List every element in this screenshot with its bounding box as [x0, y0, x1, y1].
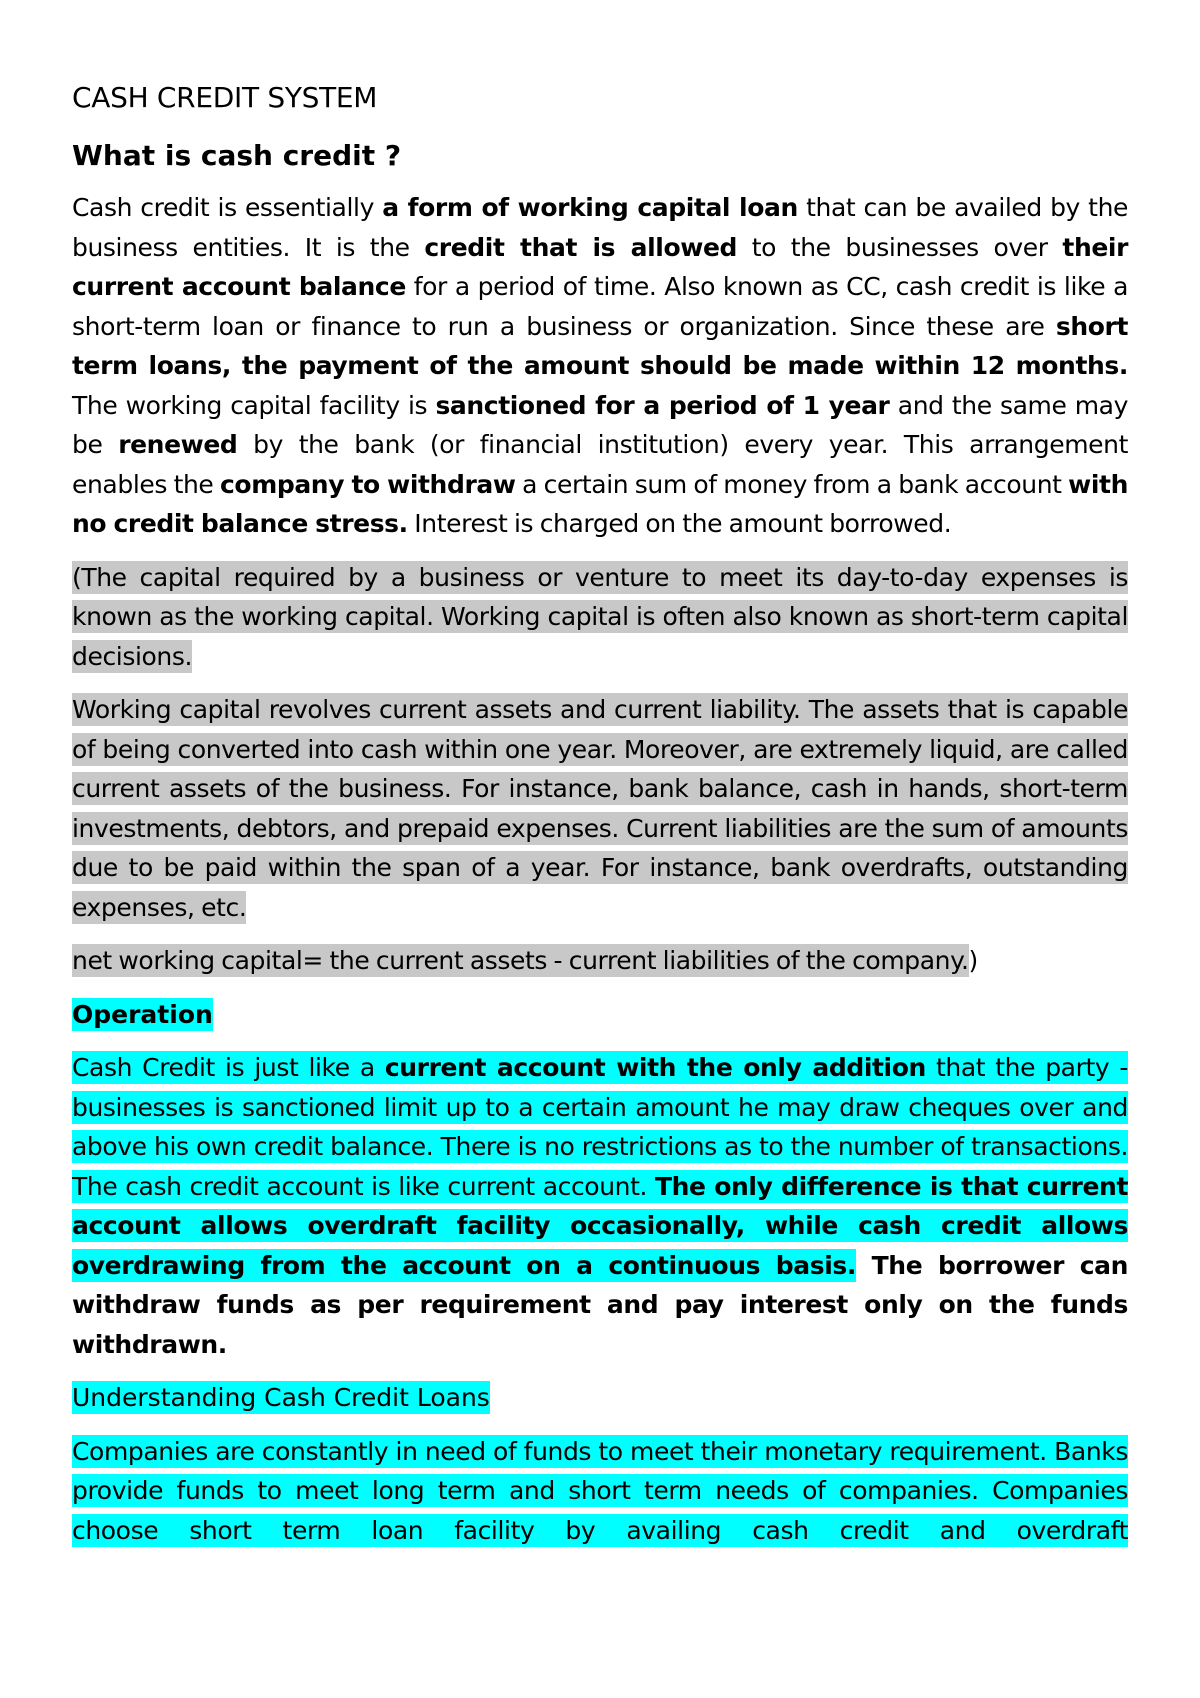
text-run: by the bank (or financial institution) every year. This arrangement enables the [72, 430, 1128, 499]
text-run: a certain sum of money from a bank account [515, 469, 1069, 499]
section-heading-operation [72, 995, 1128, 1035]
bold-highlighted-text: The only difference is that current account allows overdraft facility occasionally, while cash credit allows overdrawing from the account on a continuous basis. [72, 1171, 1128, 1280]
bold-run: company to withdraw [220, 469, 516, 499]
section-heading-what-is-cash-credit: What is cash credit ? [72, 139, 402, 172]
bold-run: The borrower can withdraw funds as per requirement and pay interest only on the funds withdrawn. [72, 1250, 1128, 1359]
bold-run: renewed [118, 430, 238, 459]
highlighted-text: Working capital revolves current assets and current liability. The assets that is capable of being converted into cash within one year. Moreover, are extremely liquid, are called current assets of the business. For instance, bank balance, cash in hands, short-term investments, debtors, and prepaid expenses. Current liabilities are the sum of amounts due to be paid within the span of a year. For instance, bank overdrafts, outstanding expenses, etc. [72, 695, 1128, 922]
bold-run: short term loans, the payment of the amount should be made within 12 months. [72, 311, 1128, 380]
bold-run: with no credit balance stress. [72, 469, 1128, 538]
highlighted-text: Understanding Cash Credit Loans [72, 1383, 490, 1412]
highlighted-text: that the party - businesses is sanctioned limit up to a certain amount he may draw cheques over and above his own credit balance. There is no restrictions as to the number of transactions. The cash credit account is like current account. [72, 1053, 1129, 1201]
bold-highlighted-text: current account with the only addition [384, 1053, 926, 1082]
section-heading-understanding [72, 1378, 1128, 1418]
text-run: Cash credit is essentially [72, 193, 383, 222]
bold-run: their current account balance [72, 232, 1129, 301]
paragraph-understanding [72, 1432, 1128, 1551]
document-title: CASH CREDIT SYSTEM [72, 81, 378, 114]
paragraph-working-capital-note [72, 558, 1128, 677]
paragraph-current-assets [72, 690, 1128, 927]
highlighted-text: Companies are constantly in need of funds to meet their monetary requirement. Banks provide funds to meet long term and short term needs of companies. Companies choose short term loan facility by availing cash credit and overdraft [72, 1436, 1128, 1545]
bold-run: a form of working capital loan [382, 193, 798, 222]
paragraph-operation [72, 1048, 1128, 1364]
highlighted-text: (The capital required by a business or venture to meet its day-to-day expenses is known as the working capital. Working capital is often also known as short-term capital decisions. [72, 562, 1128, 671]
bold-run: sanctioned for a period of 1 year [435, 390, 890, 420]
text-run: The working capital facility is [72, 390, 436, 420]
text-run: that can be availed by the business entities. It is the [72, 193, 1128, 262]
highlighted-text: Operation [72, 999, 213, 1029]
text-run: Interest is charged on the amount borrowed. [407, 509, 952, 538]
paragraph-definition [72, 188, 1128, 544]
text-run: and the same may be [72, 390, 1128, 459]
paragraph-net-working-capital [72, 941, 1128, 981]
closing-paren: ) [968, 946, 978, 975]
highlighted-text: Cash Credit is just like a [72, 1053, 385, 1082]
highlighted-text: net working capital= the current assets - current liabilities of the company. [72, 946, 969, 975]
text-run: to the businesses over [737, 232, 1063, 262]
text-run: for a period of time. Also known as CC, cash credit is like a short-term loan or finance to run a business or organization. Since these are [72, 272, 1128, 341]
bold-run: credit that is allowed [424, 232, 737, 262]
